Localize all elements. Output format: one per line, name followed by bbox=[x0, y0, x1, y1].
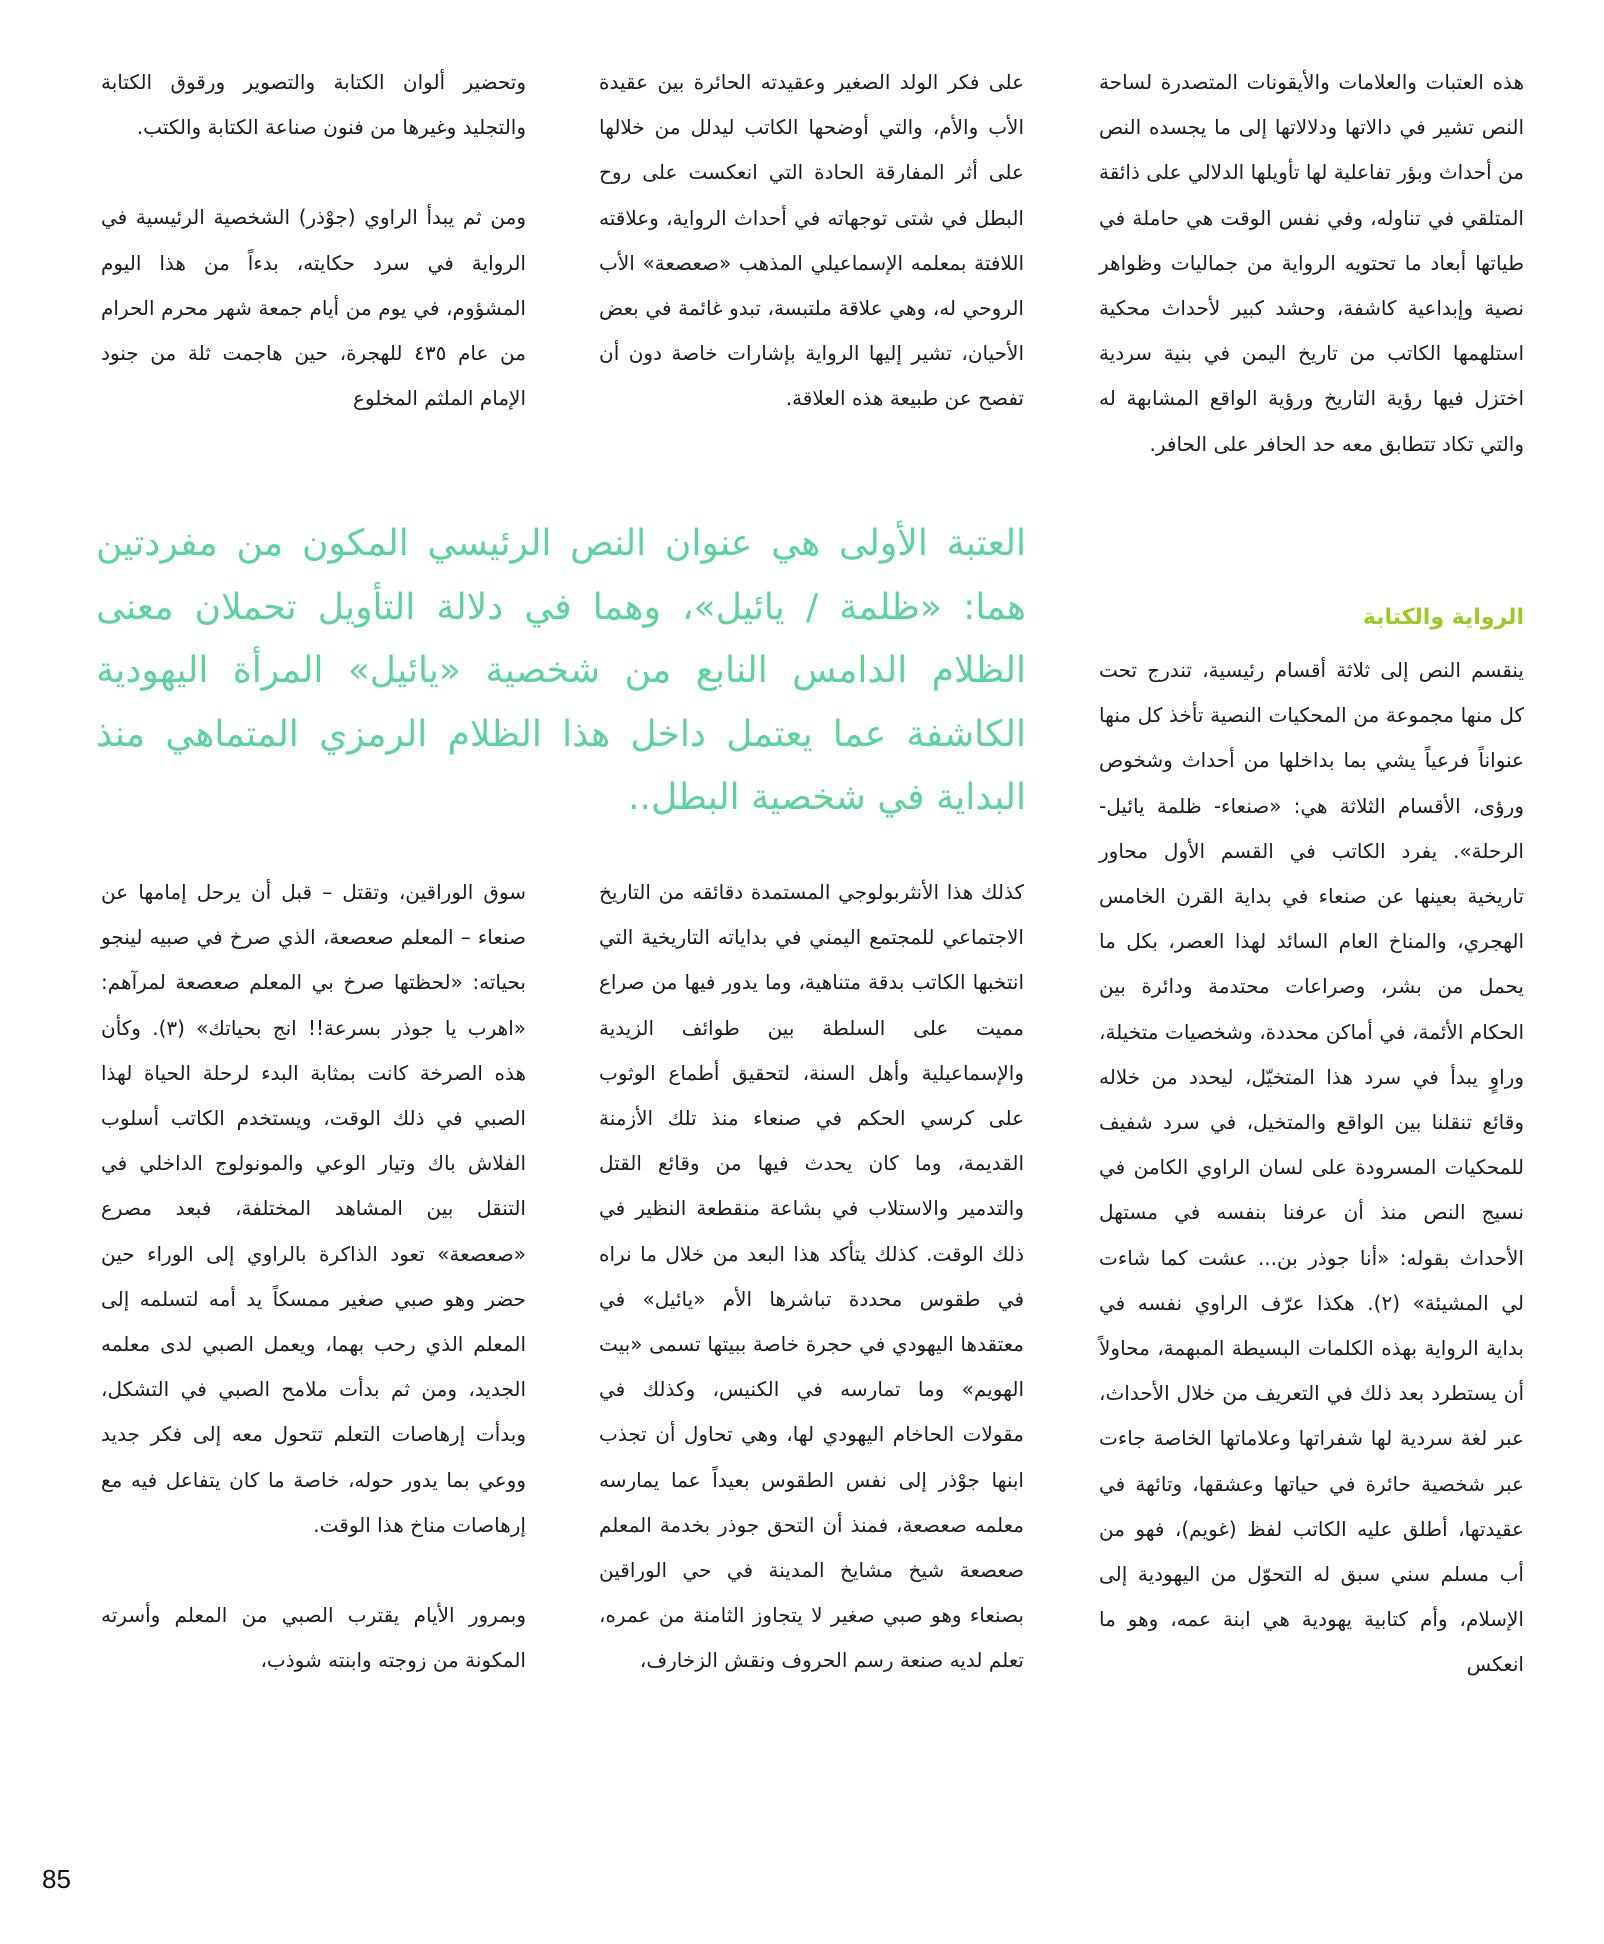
bottom-left-paragraph-1: سوق الوراقين، وتقتل – قبل أن يرحل إمامها عن صنعاء – المعلم صعصعة، الذي صرخ في صبيه لينجو بحياته: «لحظتها صرخ بي المعلم صعصعة لمرآهم: «اهرب يا جوذر بسرعة!! انج بحياتك» (٣). وكأن هذه الصرخة كانت بمثابة البدء لرحلة الحياة لهذا الصبي في ذلك الوقت، ويستخدم الكاتب أسلوب الفلاش باك وتيار الوعي والمونولوج الداخلي في التنقل بين المشاهد المختلفة، فبعد مصرع «صعصعة» تعود الذاكرة بالراوي إلى الوراء حين حضر وهو صبي صغير ممسكاً يد أمه لتسلمه إلى المعلم الذي رحب بهما، ويعمل الصبي لدى معلمه الجديد، ومن ثم بدأت ملامح الصبي في التشكل، وبدأت إرهاصات التعلم تتحول معه إلى فكر جديد ووعي بما يدور حوله، خاصة ما كان يتفاعل فيه مع إرهاصات مناخ هذا الوقت. bbox=[101, 880, 526, 1537]
bottom-right-column bbox=[1099, 648, 1524, 1688]
top-middle-paragraph: على فكر الولد الصغير وعقيدته الحائرة بين عقيدة الأب والأم، والتي أوضحها الكاتب ليدلل من خلالها على أثر المفارقة الحادة التي انعكست على روح البطل في شتى توجهاته في أحداث الرواية، وعلاقته اللافتة بمعلمه الإسماعيلي المذهب «صعصعة» الأب الروحي له، وهي علاقة ملتبسة، تبدو غائمة في بعض الأحيان، تشير إليها الرواية بإشارات خاصة دون أن تفصح عن طبيعة هذه العلاقة. bbox=[599, 70, 1024, 411]
bottom-middle-paragraph: كذلك هذا الأنثربولوجي المستمدة دقائقه من التاريخ الاجتماعي للمجتمع اليمني في بداياته التاريخية التي انتخبها الكاتب بدقة متناهية، وما يدور فيها من صراع مميت على السلطة بين طوائف الزيدية والإسماعيلية وأهل السنة، لتحقيق أطماع الوثوب على كرسي الحكم في صنعاء منذ تلك الأزمنة القديمة، وما كان يحدث فيها من وقائع القتل والتدمير والاستلاب في بشاعة منقطعة النظير في ذلك الوقت. كذلك يتأكد هذا البعد من خلال ما نراه في طقوس محددة تباشرها الأم «يائيل» في معتقدها اليهودي في حجرة خاصة ببيتها تسمى «بيت الهويم» وما تمارسه في الكنيس، وكذلك في مقولات الحاخام اليهودي لها، وهي تحاول أن تجذب ابنها جوْذر إلى نفس الطقوس بعيداً عما يمارسه معلمه صعصعة، فمنذ أن التحق جوذر بخدمة المعلم صعصعة شيخ مشايخ المدينة في حي الوراقين بصنعاء وهو صبي صغير لا يتجاوز الثامنة من عمره، تعلم لديه صنعة رسم الحروف ونقش الزخارف، bbox=[599, 880, 1024, 1673]
bottom-left-paragraph-2: وبمرور الأيام يقترب الصبي من المعلم وأسرته المكونة من زوجته وابنته شوذب، bbox=[101, 1603, 526, 1673]
bottom-left-column bbox=[101, 870, 526, 1683]
page-number: 85 bbox=[42, 1864, 71, 1894]
paragraph-spacer bbox=[101, 150, 526, 195]
top-left-paragraph-2: ومن ثم يبدأ الراوي (جوْذر) الشخصية الرئيسية في الرواية في سرد حكايته، بدءاً من هذا اليوم المشؤوم، في يوم من أيام جمعة شهر محرم الحرام من عام ٤٣٥ للهجرة، حين هاجمت ثلة من جنود الإمام الملثم المخلوع bbox=[101, 205, 526, 411]
top-right-paragraph: هذه العتبات والعلامات والأيقونات المتصدرة لساحة النص تشير في دالاتها ودلالاتها إلى ما يجسده النص من أحداث وبؤر تفاعلية لها تأويلها الدلالي على ذائقة المتلقي في تناوله، وفي نفس الوقت هي حاملة في طياتها أبعاد ما تحتويه الرواية من جماليات وظواهر نصية وإبداعية كاشفة، وحشد كبير لأحداث محكية استلهمها الكاتب من تاريخ اليمن في بنية سردية اختزل فيها رؤية التاريخ ورؤية الواقع المشابهة له والتي تكاد تتطابق معه حد الحافر على الحافر. bbox=[1099, 70, 1524, 456]
section-heading: الرواية والكتابة bbox=[1362, 605, 1524, 630]
top-left-paragraph-1: وتحضير ألوان الكتابة والتصوير ورقوق الكتابة والتجليد وغيرها من فنون صناعة الكتابة والكتب. bbox=[101, 70, 526, 140]
top-middle-column bbox=[599, 60, 1024, 422]
top-right-column bbox=[1099, 60, 1524, 467]
top-left-column bbox=[101, 60, 526, 421]
bottom-right-paragraph: ينقسم النص إلى ثلاثة أقسام رئيسية، تندرج تحت كل منها مجموعة من المحكيات النصية تأخذ كل منها عنواناً فرعياً يشي بما بداخلها من أحداث وشخوص ورؤى، الأقسام الثلاثة هي: «صنعاء- ظلمة يائيل- الرحلة». يفرد الكاتب في القسم الأول محاور تاريخية بعينها عن صنعاء في بداية القرن الخامس الهجري، والمناخ العام السائد لهذا العصر، بكل ما يحمل من بشر، وصراعات محتدمة ودائرة بين الحكام الأئمة، في أماكن محددة، وشخصيات متخيلة، وراوٍ يبدأ في سرد هذا المتخيّل، ليحدد من خلاله وقائع تنقلنا بين الواقع والمتخيل، في سرد شفيف للمحكيات المسرودة على لسان الراوي الكامن في نسيج النص منذ أن عرفنا بنفسه في مستهل الأحداث بقوله: «أنا جوذر بن... عشت كما شاءت لي المشيئة» (٢). هكذا عرّف الراوي نفسه في بداية الرواية بهذه الكلمات البسيطة المبهمة، محاولاً أن يستطرد بعد ذلك في التعريف من خلال الأحداث، عبر لغة سردية لها شفراتها وعلاماتها الخاصة جاءت عبر شخصية حائرة في حياتها وعشقها، وتائهة في عقيدتها، أطلق عليه الكاتب لفظ (غويم)، فهو من أب مسلم سني سبق له التحوّل من اليهودية إلى الإسلام، وأم كتابية يهودية هي ابنة عمه، وهو ما انعكس bbox=[1099, 658, 1524, 1677]
paragraph-spacer bbox=[101, 1548, 526, 1593]
bottom-middle-column bbox=[599, 870, 1024, 1684]
pull-quote: العتبة الأولى هي عنوان النص الرئيسي المكون من مفردتين هما: «ظلمة / يائيل»، وهما في دلالة التأويل تحملان معنى الظلام الدامس النابع من شخصية «يائيل» المرأة اليهودية الكاشفة عما يعتمل داخل هذا الظلام الرمزي المتماهي منذ البداية في شخصية البطل.. bbox=[96, 523, 1026, 818]
